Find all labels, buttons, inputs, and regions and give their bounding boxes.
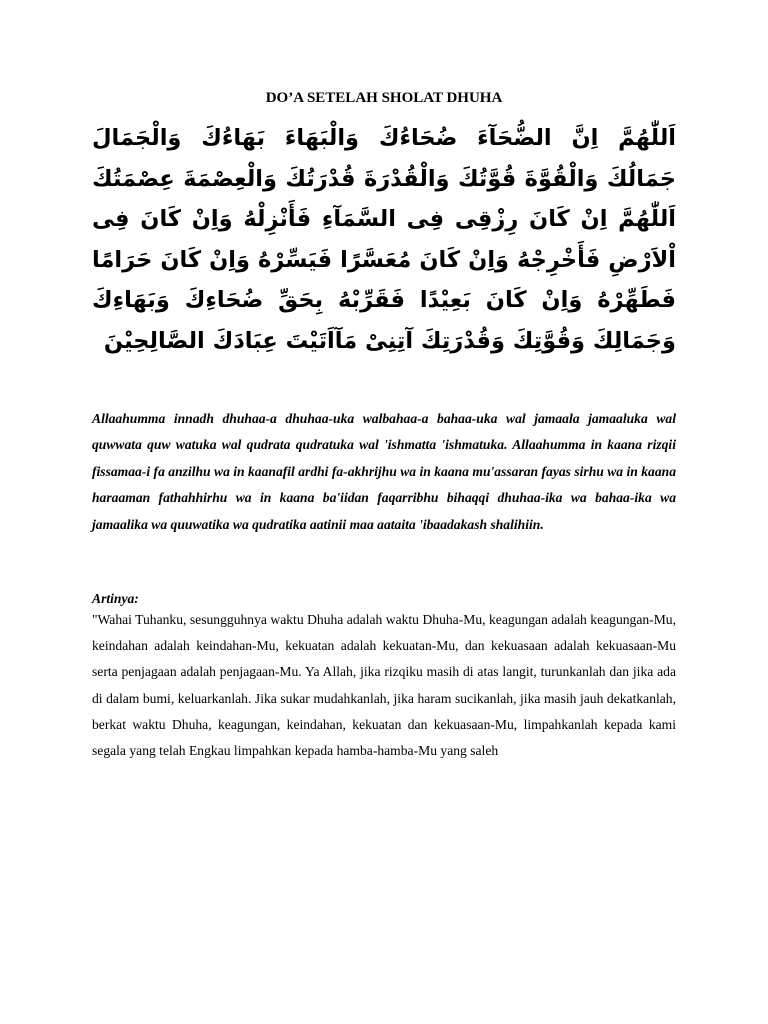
latin-transliteration-text: Allaahumma innadh dhuhaa-a dhuhaa-uka walbahaa-a bahaa-uka wal jamaala jamaaluka wal quwwata quw watuka wal qudrata qudratuka wal 'ishmatta 'ishmatuka. Allaahumma in kaana rizqii fissamaa-i fa anzilhu wa in kaanafil ardhi fa-akhrijhu wa in kaana mu'assaran fayas sirhu wa in kaana haraaman fathahhirhu wa in kaana ba'iidan faqarribhu bihaqqi dhuhaa-ika wa bahaa-ika wa jamaalika wa quuwatika wa qudratika aatinii maa aataita 'ibaadakash shalihiin.	[92, 411, 676, 532]
translation-text: "Wahai Tuhanku, sesungguhnya waktu Dhuha adalah waktu Dhuha-Mu, keagungan adalah keagungan-Mu, keindahan adalah keindahan-Mu, kekuatan adalah kekuatan-Mu, dan kekuasaan adalah kekuasaan-Mu serta penjagaan adalah penjagaan-Mu. Ya Allah, jika rizqiku masih di atas langit, turunkanlah dan jika ada di dalam bumi, keluarkanlah. Jika sukar mudahkanlah, jika haram sucikanlah, jika masih jauh dekatkanlah, berkat waktu Dhuha, keagungan, keindahan, kekuatan dan kekuasaan-Mu, limpahkanlah kepada kami segala yang telah Engkau limpahkan kepada hamba-hamba-Mu yang saleh	[92, 612, 676, 759]
document-title: DO’A SETELAH SHOLAT DHUHA	[265, 90, 503, 106]
arabic-prayer-text: اَللّٰهُمَّ اِنَّ الضُّحَآءَ ضُحَاءُكَ وَالْبَهَاءَ بَهَاءُكَ وَالْجَمَالَ جَمَالُكَ وَالْقُوَّةَ قُوَّتُكَ وَالْقُدْرَةَ قُدْرَتُكَ وَالْعِصْمَةَ عِصْمَتُكَ اَللّٰهُمَّ اِنْ كَانَ رِزْقِى فِى السَّمَآءِ فَأَنْزِلْهُ وَاِنْ كَانَ فِى اْلاَرْضِ فَأَخْرِجْهُ وَاِنْ كَانَ مُعَسَّرًا فَيَسِّرْهُ وَاِنْ كَانَ حَرَامًا فَطَهِّرْهُ وَاِنْ كَانَ بَعِيْدًا فَقَرِّبْهُ بِحَقِّ ضُحَاءِكَ وَبَهَاءِكَ وَجَمَالِكَ وَقُوَّتِكَ وَقُدْرَتِكَ آتِنِىْ مَآاَتَيْتَ عِبَادَكَ الصَّالِحِيْنَ	[92, 125, 676, 354]
translation-heading: Artinya:	[92, 591, 139, 606]
